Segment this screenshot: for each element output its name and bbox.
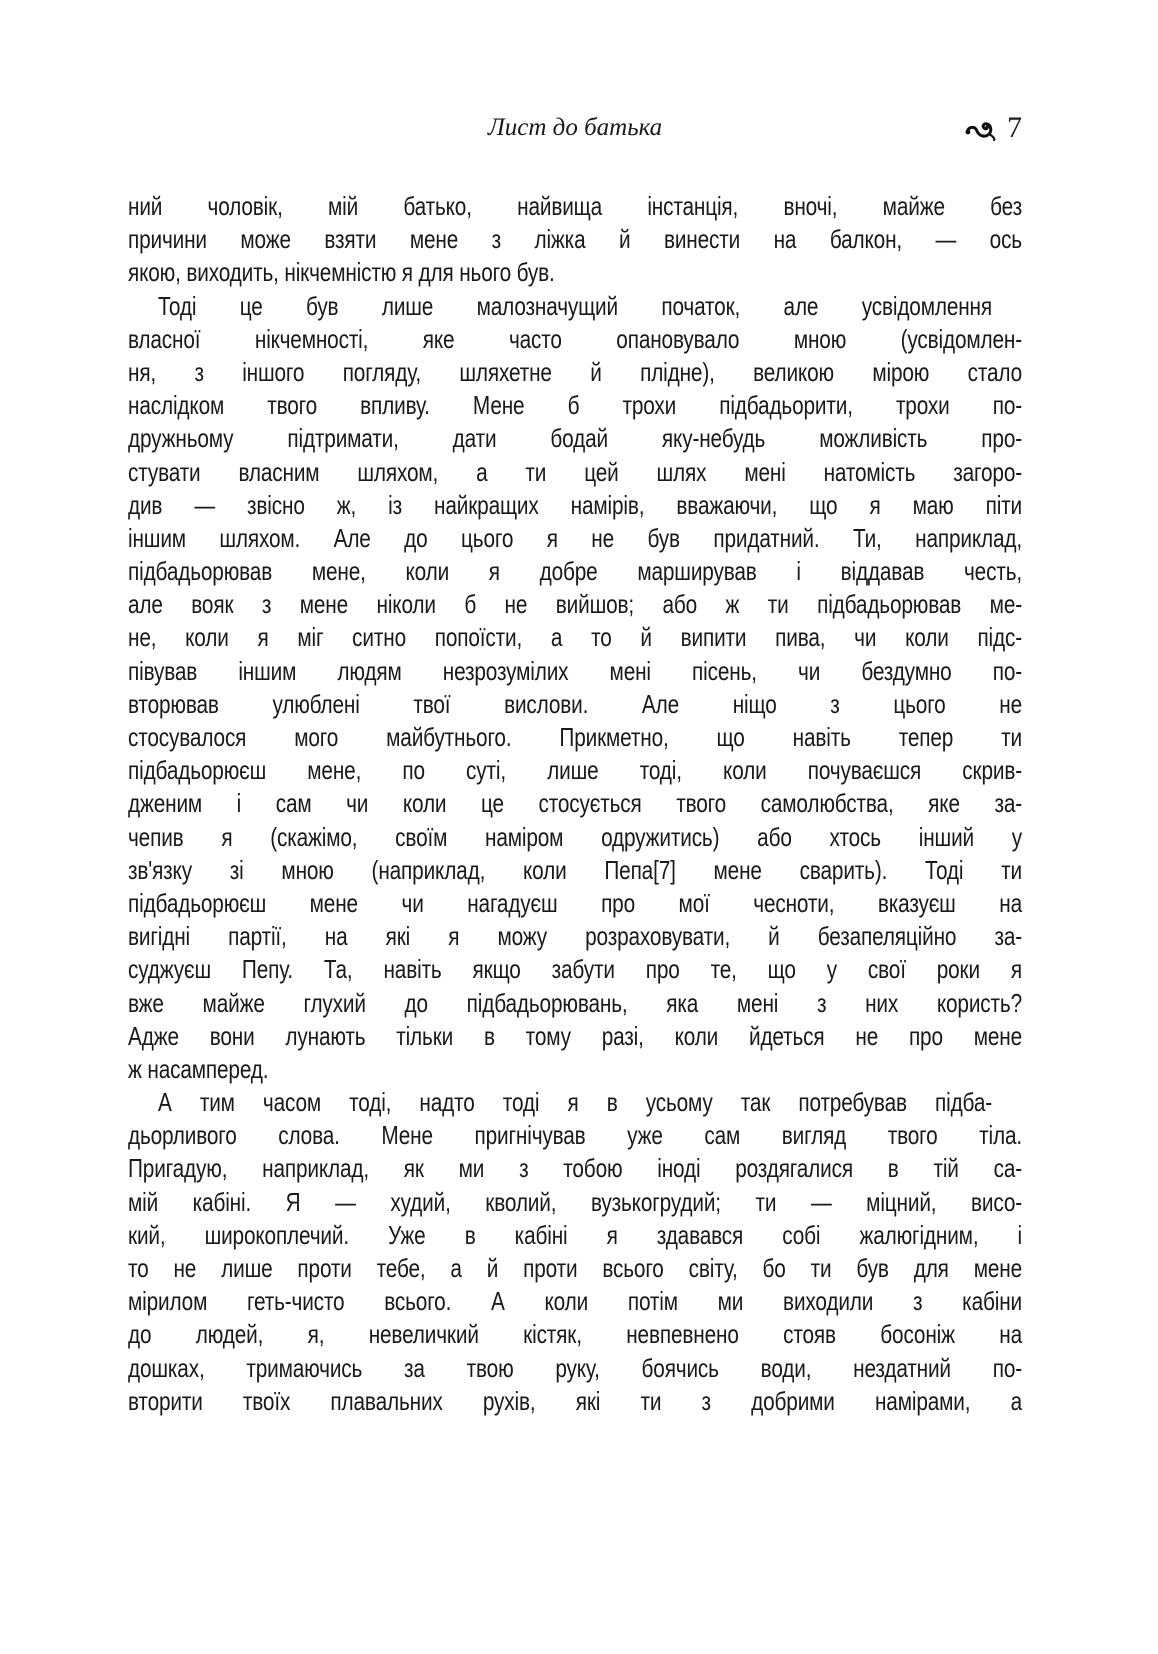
text-line [128,555,1022,588]
text-line-content: вторював улюблені твої вислови. Але ніщо з цього не [128,688,1022,719]
text-line-content: кий, широкоплечий. Уже в кабіні я здавався собі жалюгідним, і [128,1219,1022,1250]
text-line-content: А тим часом тоді, надто тоді я в усьому так потребував підба- [158,1087,992,1118]
text-line [128,1318,1022,1351]
text-line [128,1020,1022,1053]
text-line [128,1152,1022,1185]
text-line-content: вторити твоїх плавальних рухів, які ти з добрими намірами, а [128,1385,1022,1416]
text-line-content: підбадьорюєш мене чи нагадуєш про мої чесноти, вказуєш на [128,887,1022,918]
text-line [128,323,1022,356]
page-number: 7 [1007,111,1022,144]
text-line [128,821,1022,854]
text-line [128,987,1022,1020]
text-line-content: підбадьорював мене, коли я добре марширував і віддавав честь, [128,556,1022,587]
text-line-content: але вояк з мене ніколи б не вийшов; або ж ти підбадьорював ме- [128,589,1022,620]
text-line-content: Адже вони лунають тільки в тому разі, коли йдеться не про мене [128,1020,1022,1051]
text-line [128,621,1022,654]
text-line-content: зв'язку зі мною (наприклад, коли Пепа[7] мене сварить). Тоді ти [128,854,1022,885]
text-line [128,422,1022,455]
text-line [128,655,1022,688]
text-line-content: дружньому підтримати, дати бодай яку-небудь можливість про- [128,423,1022,454]
text-line [128,489,1022,522]
text-line-content: іншим шляхом. Але до цього я не був придатний. Ти, наприклад, [128,522,1022,553]
text-line-content: то не лише проти тебе, а й проти всього світу, бо ти був для мене [128,1253,1022,1283]
text-line-content: вже майже глухий до підбадьорювань, яка мені з них користь? [128,987,1022,1018]
text-line-content: мірилом геть-чисто всього. А коли потім ми виходили з кабіни [128,1286,1022,1317]
text-line-content: причини може взяти мене з ліжка й винести на балкон, — ось [128,224,1022,255]
text-line [128,588,1022,621]
text-line [128,223,1022,256]
text-line-content: дженим і сам чи коли це стосується твого самолюбства, яке за- [128,788,1022,819]
text-line-content: дьорливого слова. Мене пригнічував уже сам вигляд твого тіла. [128,1120,1022,1151]
text-line-content: суджуєш Пепу. Та, навіть якщо забути про те, що у свої роки я [128,954,1022,985]
text-line [128,688,1022,721]
text-line [128,754,1022,787]
text-line-content: ний чоловік, мій батько, найвища інстанція, вночі, майже без [128,191,1022,221]
text-line [128,1385,1022,1418]
text-line [128,522,1022,555]
text-line-content: див — звісно ж, із найкращих намірів, вважаючи, що я маю піти [128,489,1022,520]
text-line-content: дошках, тримаючись за твою руку, боячись води, нездатний по- [128,1352,1022,1383]
text-line [128,854,1022,887]
text-line [128,787,1022,820]
running-head [128,108,1022,148]
text-line [128,190,1022,223]
text-line-content: півував іншим людям незрозумілих мені пісень, чи бездумно по- [128,655,1022,686]
text-line-content: власної нікчемності, яке часто опановувало мною (усвідомлен- [128,323,1022,354]
text-line-content: вигідні партії, на які я можу розраховувати, й безапеляційно за- [128,921,1022,952]
text-line [128,1352,1022,1385]
text-line [128,1086,1022,1119]
text-line [128,721,1022,754]
text-line-content: стувати власним шляхом, а ти цей шлях мені натомість загоро- [128,456,1022,487]
body-text [128,190,1022,1418]
text-line [128,1219,1022,1252]
text-line-content: наслідком твого впливу. Мене б трохи підбадьорити, трохи по- [128,390,1022,421]
text-line [128,290,1022,323]
text-line-content: мій кабіні. Я — худий, кволий, вузькогрудий; ти — міцний, висо- [128,1186,1022,1217]
text-line-content: до людей, я, невеличкий кістяк, невпевнено стояв босоніж на [128,1319,1022,1350]
text-line [128,456,1022,489]
text-line [128,1252,1022,1285]
text-line [128,1053,1022,1086]
text-line [128,256,1022,289]
running-title: Лист до батька [487,114,663,141]
text-line [128,920,1022,953]
text-line-content: ня, з іншого погляду, шляхетне й плідне), великою мірою стало [128,356,1022,387]
text-line [128,1285,1022,1318]
text-line-content: чепив я (скажімо, своїм наміром одружитись) або хтось інший у [128,821,1022,852]
text-line [128,1186,1022,1219]
text-line-content: Пригадую, наприклад, як ми з тобою іноді роздягалися в тій са- [128,1153,1022,1184]
text-line [128,1119,1022,1152]
text-line-content: якою, виходить, нікчемністю я для нього був. [128,257,555,288]
text-line-content: не, коли я міг ситно попоїсти, а то й випити пива, чи коли підс- [128,622,1022,653]
text-line [128,356,1022,389]
text-line-content: ж насамперед. [128,1053,269,1084]
text-line-content: підбадьорюєш мене, по суті, лише тоді, коли почуваєшся скрив- [128,755,1022,786]
text-line [128,887,1022,920]
fleuron-ornament-icon [965,117,997,139]
text-line [128,953,1022,986]
text-line [128,389,1022,422]
text-line-content: стосувалося мого майбутнього. Прикметно, що навіть тепер ти [128,722,1022,752]
text-line-content: Тоді це був лише малозначущий початок, але усвідомлення [158,290,992,321]
folio [965,108,1022,148]
